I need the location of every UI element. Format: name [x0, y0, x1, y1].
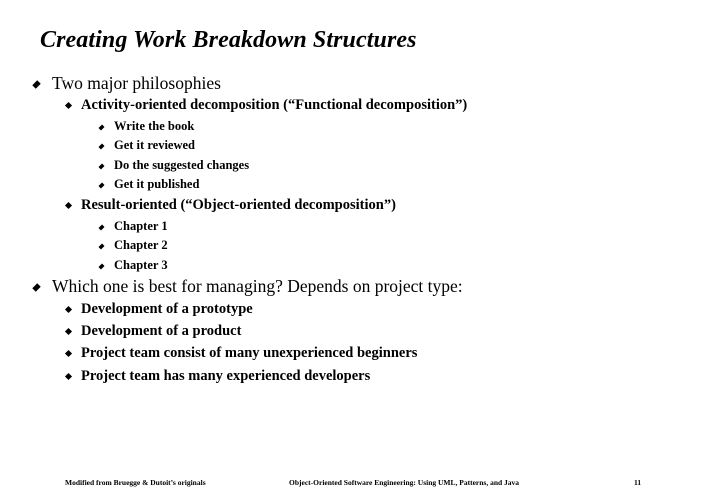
- page-number: 11: [634, 478, 642, 487]
- bullet-text: Two major philosophies: [52, 73, 221, 93]
- diamond-bullet-icon: [65, 328, 72, 335]
- bullet-text: Development of a prototype: [81, 301, 253, 317]
- diamond-bullet-icon: [65, 102, 72, 109]
- bullet-text: Get it reviewed: [114, 138, 195, 152]
- bullet-text: Development of a product: [81, 323, 242, 339]
- bullet-text: Write the book: [114, 119, 195, 133]
- diamond-bullet-icon: [32, 80, 40, 88]
- bullet-level3: [114, 238, 168, 253]
- bullet-text: Chapter 3: [114, 258, 168, 272]
- footer-left: Modified from Bruegge & Dutoit’s originals: [65, 478, 206, 487]
- bullet-text: Project team consist of many unexperienced beginners: [81, 345, 418, 361]
- diamond-bullet-icon: [65, 306, 72, 313]
- bullet-level3: [114, 177, 199, 192]
- diamond-bullet-icon: [65, 202, 72, 209]
- diamond-bullet-icon: [98, 243, 104, 249]
- diamond-bullet-icon: [65, 350, 72, 357]
- diamond-bullet-icon: [98, 124, 104, 130]
- diamond-bullet-icon: [98, 143, 104, 149]
- bullet-text: Which one is best for managing? Depends on project type:: [52, 276, 463, 296]
- slide-title: Creating Work Breakdown Structures: [40, 27, 417, 53]
- bullet-level2: [81, 97, 467, 114]
- bullet-level3: [114, 119, 194, 134]
- bullet-level3: [114, 219, 168, 234]
- bullet-text: Get it published: [114, 177, 200, 191]
- bullet-level1: [52, 73, 221, 94]
- bullet-level2: [81, 345, 417, 362]
- footer-center: Object-Oriented Software Engineering: Using UML, Patterns, and Java: [289, 478, 520, 487]
- diamond-bullet-icon: [98, 224, 104, 230]
- bullet-text: Chapter 1: [114, 219, 168, 233]
- bullet-text: Project team has many experienced developers: [81, 368, 371, 384]
- bullet-level3: [114, 138, 195, 153]
- diamond-bullet-icon: [98, 182, 104, 188]
- bullet-text: Activity-oriented decomposition (“Functional decomposition”): [81, 97, 468, 113]
- bullet-level2: [81, 368, 370, 385]
- bullet-level2: [81, 301, 253, 318]
- diamond-bullet-icon: [98, 163, 104, 169]
- bullet-text: Chapter 2: [114, 238, 168, 252]
- diamond-bullet-icon: [65, 373, 72, 380]
- bullet-text: Result-oriented (“Object-oriented decomposition”): [81, 197, 396, 213]
- bullet-level3: [114, 258, 168, 273]
- diamond-bullet-icon: [32, 283, 40, 291]
- bullet-level2: [81, 197, 396, 214]
- diamond-bullet-icon: [98, 263, 104, 269]
- bullet-text: Do the suggested changes: [114, 158, 250, 172]
- bullet-level3: [114, 158, 249, 173]
- bullet-level1: [52, 276, 463, 297]
- bullet-level2: [81, 323, 241, 340]
